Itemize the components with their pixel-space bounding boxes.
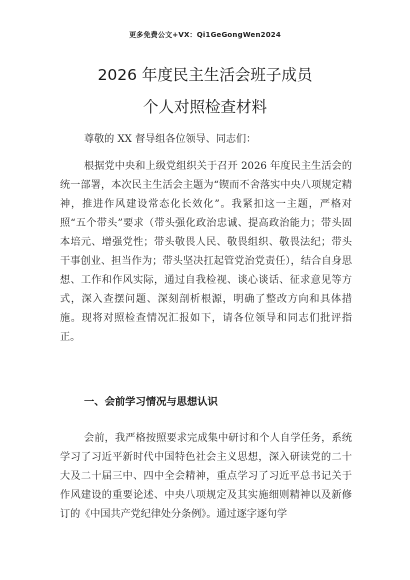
greeting: 尊敬的 XX 督导组各位领导、同志们：: [84, 134, 257, 145]
paragraph-intro: 根据党中央和上级党组织关于召开 2026 年度民主生活会的统一部署，本次民主生活会主题为“锲而不舍落实中央八项规定精神，推进作风建设常态化长效化”。我紧扣这一主题，严格对照“五个带头”要求（带头强化政治忠诚、提高政治能力；带头固本培元、增强党性；带头敬畏人民、敬畏组织、敬畏法纪；带头干事创业、担当作为；带头坚决扛起管党治党责任），结合自身思想、工作和作风实际，通过自我检视、谈心谈话、征求意见等方式，深入查摆问题、深刻剖析根源，明确了整改方向和具体措施。现将对照检查情况汇报如下，请各位领导和同志们批评指正。: [60, 161, 352, 343]
paragraph-study: 会前，我严格按照要求完成集中研讨和个人自学任务，系统学习了习近平新时代中国特色社会主义思想，深入研读党的二十大及二十届三中、四中全会精神，重点学习了习近平总书记关于作风建设的重要论述、中央八项规定及其实施细则精神以及新修订的《中国共产党纪律处分条例》。通过逐字逐句学: [60, 433, 352, 520]
section-heading-1: 一、会前学习情况与思想认识: [84, 396, 218, 408]
document-title-line1: 2026 年度民主生活会班子成员: [97, 66, 313, 84]
header-watermark: 更多免费公文+VX：Qi1GeGongWen2024: [129, 31, 281, 39]
document-title-line2: 个人对照检查材料: [142, 98, 267, 116]
